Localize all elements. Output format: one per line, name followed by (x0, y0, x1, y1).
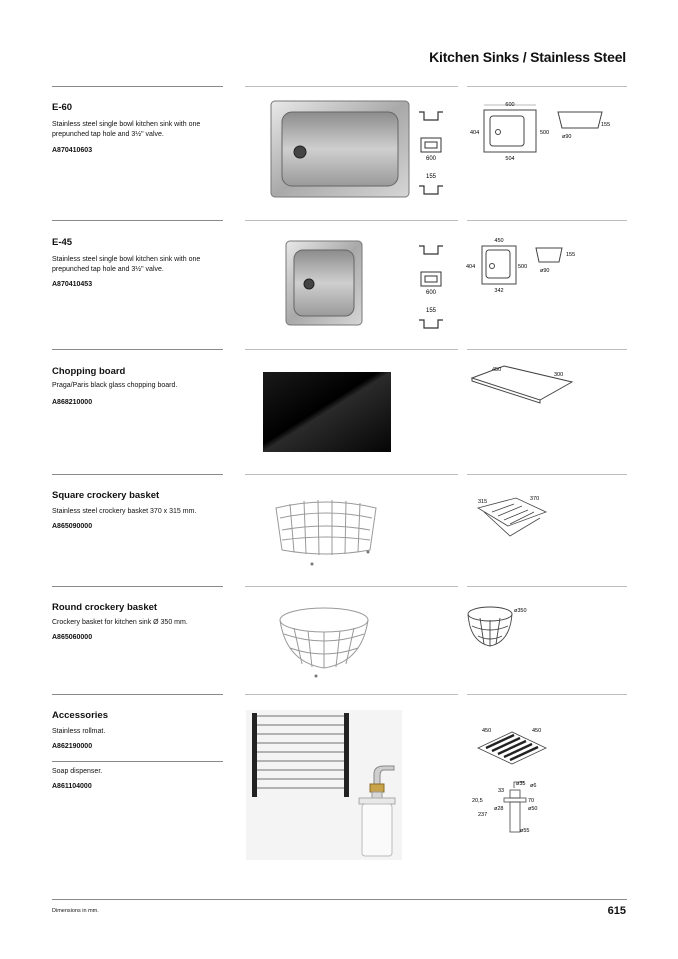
dim-height-side: 155 (601, 122, 611, 128)
row-divider (52, 474, 223, 475)
row-divider (467, 586, 627, 587)
product-code: A865060000 (52, 634, 93, 641)
dim-height: 155 (425, 308, 437, 314)
chopping-board-photo (263, 372, 391, 452)
row-divider (245, 349, 458, 350)
dim-valve: ø90 (540, 268, 550, 274)
dim-cabinet: 600 (425, 290, 437, 296)
dim-cabinet: 600 (425, 156, 437, 162)
row-divider (245, 586, 458, 587)
dim-height: 155 (425, 174, 437, 180)
product-description: Soap dispenser. (52, 768, 103, 775)
row-divider (467, 474, 627, 475)
dim-d7: ø28 (494, 806, 504, 812)
product-description: Stainless steel single bowl kitchen sink with one prepunched tap hole and 3½" valve. (52, 121, 201, 138)
product-code: A870410453 (52, 281, 93, 288)
product-code: A870410603 (52, 147, 93, 154)
product-name: Round crockery basket (52, 602, 158, 613)
e45-sink-photo (285, 240, 363, 326)
dim-depth: 315 (478, 499, 488, 505)
row-divider (467, 86, 627, 87)
product-description: Stainless steel crockery basket 370 x 315 mm. (52, 508, 197, 515)
row-divider (245, 220, 458, 221)
dim-depth: 450 (532, 728, 542, 734)
dim-d3: 33 (498, 788, 505, 794)
product-code: A861104000 (52, 783, 92, 790)
round-basket-photo (276, 604, 372, 680)
dim-d4: 70 (528, 798, 535, 804)
chopping-board-drawing (468, 362, 578, 406)
product-description: Stainless rollmat. (52, 728, 106, 735)
product-code: A862190000 (52, 743, 93, 750)
row-divider (52, 220, 223, 221)
row-divider (52, 694, 223, 695)
e60-side-profiles (416, 102, 446, 198)
product-code: A868210000 (52, 399, 93, 406)
dim-width: 370 (530, 496, 540, 502)
row-divider (52, 761, 223, 762)
dim-depth: 300 (554, 372, 564, 378)
product-description: Stainless steel single bowl kitchen sink with one prepunched tap hole and 3½" valve. (52, 256, 201, 273)
square-basket-photo (270, 494, 382, 566)
dim-width: 600 (505, 102, 515, 108)
rollmat-drawing (472, 720, 552, 768)
dim-d9: ø55 (520, 828, 530, 834)
product-name: Square crockery basket (52, 490, 160, 501)
row-divider (52, 86, 223, 87)
row-divider (245, 474, 458, 475)
row-divider (467, 220, 627, 221)
product-name: E-45 (52, 237, 73, 248)
dim-height-side: 155 (566, 252, 576, 258)
square-basket-drawing (470, 490, 552, 542)
dim-width: 450 (494, 238, 504, 244)
dim-inner-width: 504 (505, 156, 515, 162)
rollmat-and-dispenser-photo (246, 710, 402, 860)
product-name: E-60 (52, 102, 73, 113)
row-divider (245, 86, 458, 87)
dim-depth: 500 (518, 264, 528, 270)
product-name: Chopping board (52, 366, 126, 377)
row-divider (467, 694, 627, 695)
e60-dimension-drawing (470, 100, 620, 162)
dim-d5: 20,5 (472, 798, 483, 804)
row-divider (52, 586, 223, 587)
dim-diameter: ø350 (514, 608, 527, 614)
soap-dispenser-drawing (472, 778, 552, 836)
product-name: Accessories (52, 710, 108, 721)
e60-sink-photo (270, 100, 410, 198)
dim-inner-width: 342 (494, 288, 504, 294)
dim-valve: ø90 (562, 134, 572, 140)
dim-d1: ø35 (516, 781, 526, 787)
row-divider (52, 349, 223, 350)
page-number: 615 (607, 905, 626, 917)
e45-side-profiles (416, 236, 446, 332)
dim-depth: 500 (540, 130, 550, 136)
product-description: Praga/Paris black glass chopping board. (52, 382, 178, 389)
dim-width: 450 (482, 728, 492, 734)
e45-dimension-drawing (466, 234, 616, 296)
dim-d2: ø6 (530, 783, 537, 789)
footer-divider (52, 899, 627, 900)
dim-d8: 237 (478, 812, 488, 818)
row-divider (467, 349, 627, 350)
product-code: A865090000 (52, 523, 93, 530)
round-basket-drawing (466, 600, 548, 652)
page-title: Kitchen Sinks / Stainless Steel (429, 49, 626, 65)
footer-note: Dimensions in mm. (52, 908, 99, 914)
row-divider (245, 694, 458, 695)
dim-inner-depth: 404 (466, 264, 476, 270)
dim-d6: ø50 (528, 806, 538, 812)
dim-inner-depth: 404 (470, 130, 480, 136)
product-description: Crockery basket for kitchen sink Ø 350 mm. (52, 619, 188, 626)
dim-width: 450 (492, 367, 502, 373)
